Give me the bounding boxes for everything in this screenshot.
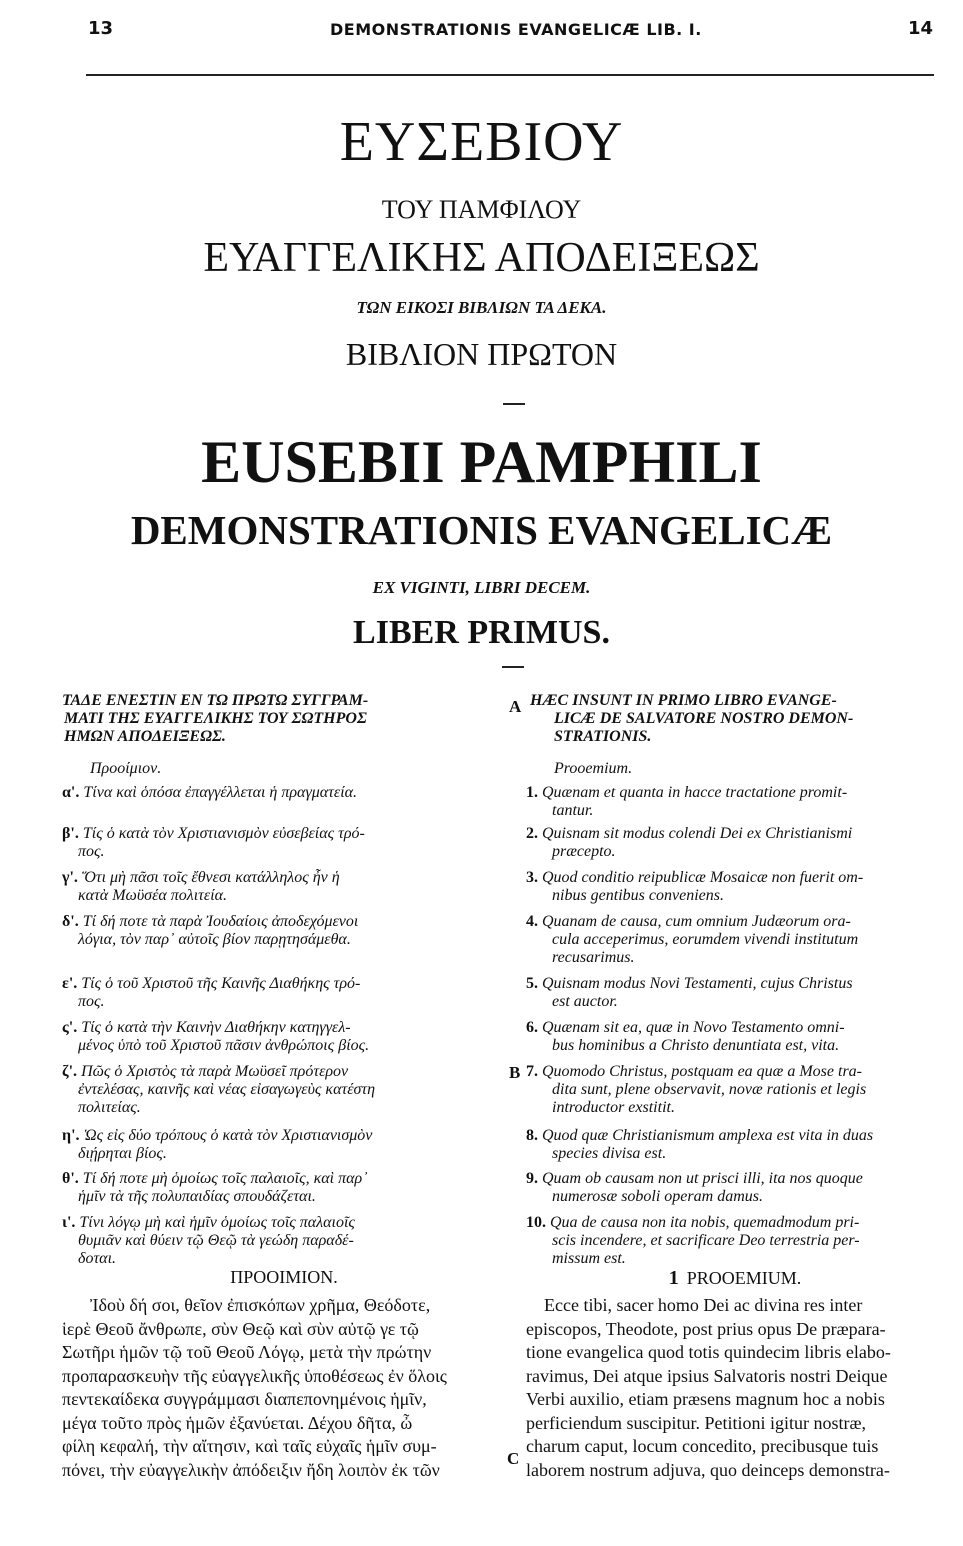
margin-letter-a: A	[509, 697, 522, 716]
item-text: Quisnam modus Novi Testamenti, cujus Christus	[542, 975, 853, 992]
text-line: πόνει, τὴν εὐαγγελικὴν ἀπόδειξιν ἤδη λοιπὸν ἐκ τῶν	[62, 1459, 440, 1480]
text-line: προπαρασκευὴν τῆς εὐαγγελικῆς ὑποθέσεως ἐν ὅλοις	[62, 1365, 447, 1386]
list-item	[62, 869, 506, 905]
item-number: 9.	[526, 1170, 538, 1187]
item-number: 5.	[526, 975, 538, 992]
item-text: κατὰ Μωϋσέα πολιτεία.	[78, 887, 228, 904]
item-text: species divisa est.	[552, 1145, 667, 1162]
item-text: est auctor.	[552, 993, 618, 1010]
list-item	[526, 913, 944, 967]
running-head	[0, 14, 963, 48]
item-text: δοται.	[78, 1250, 117, 1267]
item-text: numerosæ soboli operam damus.	[552, 1188, 763, 1205]
greek-author-subtitle: ΤΟΥ ΠΑΜΦΙΛΟΥ	[381, 195, 582, 224]
text-line: charum caput, locum concedito, precibusque tuis	[526, 1436, 879, 1456]
text-line: Verbi auxilio, etiam præsens magnum hoc a nobis	[526, 1389, 885, 1409]
text-line: Σωτῆρι ἡμῶν τῷ τοῦ Θεοῦ Λόγῳ, μετὰ τὴν πρώτην	[62, 1342, 432, 1362]
item-number: 8.	[526, 1127, 538, 1144]
latin-prooemium-text	[526, 1294, 944, 1482]
item-number: θ'.	[62, 1170, 79, 1187]
running-title: DEMONSTRATIONIS EVANGELICÆ LIB. I.	[330, 20, 702, 39]
list-item	[62, 784, 506, 802]
item-text: Τίνι λόγῳ μὴ καὶ ἡμῖν ὁμοίως τοῖς παλαιοῖς	[79, 1214, 355, 1231]
item-text: ἐντελέσας, καινῆς καὶ νέας εἰσαγωγεὺς κατέστη	[78, 1081, 376, 1098]
item-text: πολιτείας.	[78, 1099, 141, 1116]
text-line: laborem nostrum adjuva, quo deinceps demonstra-	[526, 1459, 890, 1480]
item-number: 3.	[526, 869, 538, 886]
greek-author-title: ΕΥΣΕΒΙΟΥ	[339, 111, 624, 173]
item-text: Τί δή ποτε τὰ παρὰ Ἰουδαίοις ἀποδεχόμενοι	[82, 913, 359, 930]
item-text: missum est.	[552, 1250, 626, 1267]
list-item	[526, 825, 944, 861]
item-text: Quam ob causam non ut prisci illi, ita nos quoque	[542, 1170, 863, 1187]
item-text: Ὡς εἰς δύο τρόπους ὁ κατὰ τὸν Χριστιανισμὸν	[83, 1127, 373, 1144]
list-item	[62, 1170, 506, 1206]
list-item	[62, 975, 506, 1011]
item-number: 10.	[526, 1214, 546, 1231]
title-divider-2	[502, 666, 524, 668]
item-number: ζ'.	[62, 1063, 78, 1080]
page-number-left: 13	[88, 18, 114, 39]
title-divider	[503, 403, 525, 405]
item-text: θυμιᾶν καὶ θύειν τῷ Θεῷ τὰ γεώδη παραδέ-	[78, 1232, 354, 1249]
list-item	[62, 1019, 506, 1055]
item-text: Qua de causa non ita nobis, quemadmodum pri-	[550, 1214, 860, 1231]
heading-line: HÆC INSUNT IN PRIMO LIBRO EVANGE-	[530, 692, 837, 709]
item-number: η'.	[62, 1127, 80, 1144]
item-number: ς'.	[62, 1019, 78, 1036]
item-number: γ'.	[62, 869, 78, 886]
item-number: ι'.	[62, 1214, 76, 1231]
text-line: μέγα τοῦτο πρὸς ἡμῶν ἐξανύεται. Δέχου δῆτα, ὦ	[62, 1412, 413, 1433]
item-number: 4.	[526, 913, 538, 930]
list-item	[526, 1063, 944, 1117]
list-item	[62, 913, 506, 949]
item-text: Quod quæ Christianismum amplexa est vita in duas	[542, 1127, 874, 1144]
text-line: episcopos, Theodote, post prius opus De præpara-	[526, 1318, 886, 1339]
list-item	[526, 784, 944, 820]
item-number: 2.	[526, 825, 538, 842]
item-number: 7.	[526, 1063, 538, 1080]
item-text: Πῶς ὁ Χριστὸς τὰ παρὰ Μωϋσεῖ πρότερον	[81, 1063, 349, 1080]
item-text: Τί δή ποτε μὴ ὁμοίως τοῖς παλαιοῖς, καὶ παρ᾽	[82, 1170, 368, 1187]
heading-line: ΤΑΔΕ ΕΝΕΣΤΙΝ ΕΝ ΤΩ ΠΡΩΤΩ ΣΥΓΓΡΑΜ-	[62, 692, 369, 709]
text-line: φίλη κεφαλή, τὴν αἴτησιν, καὶ ταῖς εὐχαῖς ἡμῖν συμ-	[62, 1436, 437, 1456]
latin-section-title	[526, 1267, 944, 1290]
latin-author-title: EUSEBII PAMPHILI	[201, 429, 762, 495]
item-text: recusarimus.	[552, 949, 635, 966]
item-text: bus hominibus a Christo denuntiata est, vita.	[552, 1037, 840, 1054]
heading-line: ΜΑΤΙ ΤΗΣ ΕΥΑΓΓΕΛΙΚΗΣ ΤΟΥ ΣΩΤΗΡΟΣ	[64, 710, 367, 727]
text-line: Ἰδοὺ δή σοι, θεῖον ἐπισκόπων χρῆμα, Θεόδοτε,	[90, 1295, 431, 1315]
item-text: Ὅτι μὴ πᾶσι τοῖς ἔθνεσι κατάλληλος ἦν ἡ	[81, 869, 340, 886]
item-text: Quænam et quanta in hacce tractatione promit-	[542, 784, 848, 801]
item-number: α'.	[62, 784, 80, 801]
item-text: dita sunt, plene observavit, novæ rationis et legis	[552, 1081, 867, 1098]
item-text: Τίνα καὶ ὁπόσα ἐπαγγέλλεται ἡ πραγματεία.	[83, 784, 358, 801]
item-text: ἡμῖν τὰ τῆς πολυπαιδίας σπουδάζεται.	[78, 1188, 316, 1205]
page-number-right: 14	[908, 18, 934, 39]
list-item	[526, 1019, 944, 1055]
list-item	[526, 869, 944, 905]
text-line: tione evangelica quod totis quindecim libris elabo-	[526, 1342, 891, 1362]
text-line: ravimus, Dei atque ipsius Salvatoris nostri Deique	[526, 1365, 888, 1386]
item-number: β'.	[62, 825, 79, 842]
text-line: perficiendum suscipitur. Petitioni igitur nostræ,	[526, 1412, 866, 1433]
latin-books-line: EX VIGINTI, LIBRI DECEM.	[372, 578, 591, 597]
item-text: nibus gentibus conveniens.	[552, 887, 724, 904]
item-text: tantur.	[552, 802, 594, 819]
item-text: διῄρηται βίος.	[78, 1145, 167, 1162]
item-text: Τίς ὁ κατὰ τὴν Καινὴν Διαθήκην κατηγγελ-	[81, 1019, 351, 1036]
heading-line: STRATIONIS.	[554, 728, 652, 745]
item-text: introductor exstitit.	[552, 1099, 675, 1116]
list-item	[62, 1214, 506, 1268]
greek-work-title: ΕΥΑΓΓΕΛΙΚΗΣ ΑΠΟΔΕΙΞΕΩΣ	[203, 235, 760, 281]
list-item	[62, 1063, 506, 1117]
heading-line: ΗΜΩΝ ΑΠΟΔΕΙΞΕΩΣ.	[64, 728, 226, 745]
section-number: 1	[668, 1267, 679, 1289]
item-text: Quomodo Christus, postquam ea quæ a Mose tra-	[542, 1063, 863, 1080]
greek-prooimion-text	[62, 1294, 506, 1482]
item-text: μένος ὑπὸ τοῦ Χριστοῦ πᾶσιν ἀνθρώποις βίος.	[78, 1037, 370, 1054]
list-item	[62, 825, 506, 861]
latin-work-title: DEMONSTRATIONIS EVANGELICÆ	[130, 507, 833, 553]
greek-prooimion-label: Προοίμιον.	[90, 760, 162, 777]
list-item	[526, 975, 944, 1011]
latin-prooemium-label: Prooemium.	[554, 760, 633, 777]
list-item	[526, 1127, 944, 1163]
list-item	[526, 1170, 944, 1206]
text-line: Ecce tibi, sacer homo Dei ac divina res inter	[544, 1295, 863, 1315]
greek-section-title: ΠΡΟΟΙΜΙΟΝ.	[230, 1267, 338, 1287]
item-text: Quod conditio reipublicæ Mosaicæ non fuerit om-	[542, 869, 864, 886]
margin-letter-b: B	[509, 1063, 521, 1082]
item-text: cula acceperimus, eorumdem vivendi institutum	[552, 931, 859, 948]
item-text: λόγια, τὸν παρ᾽ αὐτοῖς βίον παρῃτησάμεθα.	[78, 931, 351, 948]
section-title-text: PROOEMIUM.	[686, 1268, 802, 1288]
item-number: 1.	[526, 784, 538, 801]
item-text: Quanam de causa, cum omnium Judæorum ora-	[542, 913, 851, 930]
item-text: Quænam sit ea, quæ in Novo Testamento omni-	[542, 1019, 845, 1036]
greek-contents-heading	[62, 692, 506, 746]
item-number: 6.	[526, 1019, 538, 1036]
text-line: ἱερὲ Θεοῦ ἄνθρωπε, σὺν Θεῷ καὶ σὺν αὐτῷ γε τῷ	[62, 1318, 419, 1339]
item-text: Τίς ὁ κατὰ τὸν Χριστιανισμὸν εὐσεβείας τρό-	[82, 825, 365, 842]
item-text: πος.	[78, 993, 105, 1010]
list-item	[62, 1127, 506, 1163]
item-number: ε'.	[62, 975, 78, 992]
greek-book-number: ΒΙΒΛΙΟΝ ΠΡΩΤΟΝ	[345, 336, 618, 372]
item-number: δ'.	[62, 913, 79, 930]
item-text: præcepto.	[552, 843, 616, 860]
item-text: Quisnam sit modus colendi Dei ex Christianismi	[542, 825, 853, 842]
item-text: πος.	[78, 843, 105, 860]
latin-contents-heading	[530, 692, 944, 746]
greek-books-line: ΤΩΝ ΕΙΚΟΣΙ ΒΙΒΛΙΩΝ ΤΑ ΔΕΚΑ.	[356, 298, 607, 317]
item-text: scis incendere, et sacrificare Deo terrestria per-	[552, 1232, 860, 1249]
list-item	[526, 1214, 944, 1268]
item-text: Τίς ὁ τοῦ Χριστοῦ τῆς Καινῆς Διαθήκης τρό-	[81, 975, 361, 992]
text-line: πεντεκαίδεκα συγγράμμασι διαπεπονημένοις ἡμῖν,	[62, 1389, 427, 1409]
latin-book-number: LIBER PRIMUS.	[353, 614, 610, 651]
heading-line: LICÆ DE SALVATORE NOSTRO DEMON-	[554, 710, 854, 727]
margin-letter-c: C	[507, 1449, 520, 1468]
header-rule	[86, 74, 934, 76]
